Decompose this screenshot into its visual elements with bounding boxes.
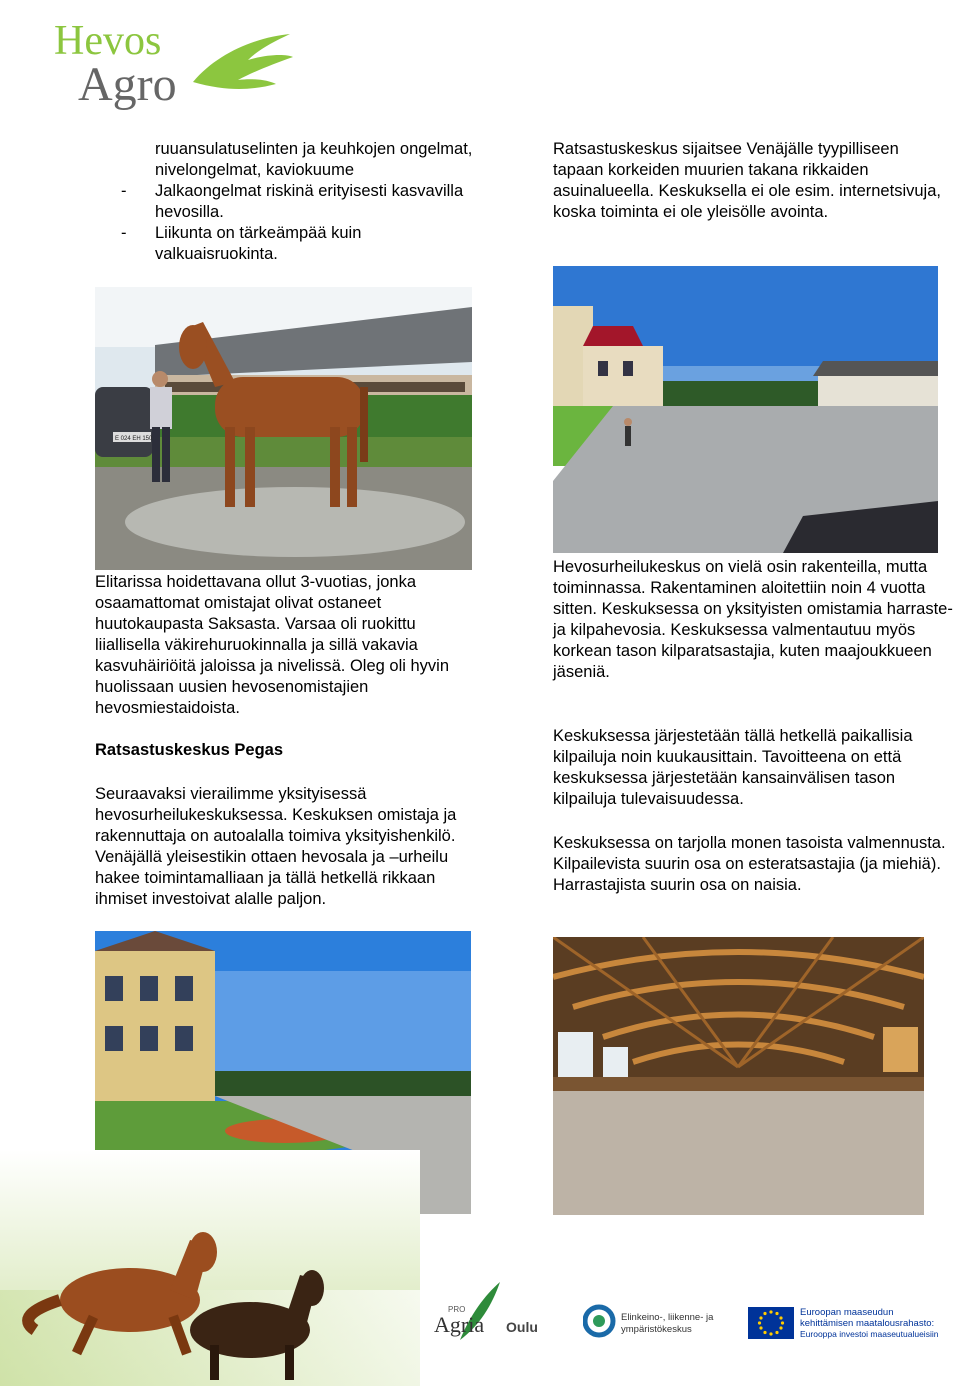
right-paragraph-2 — [553, 726, 953, 810]
proagria-oulu-logo — [430, 1280, 550, 1350]
list-item — [121, 181, 485, 223]
dash-bullet: - — [121, 182, 127, 200]
logo-word-hevos: Hevos — [54, 18, 162, 64]
list-continuation-text: ruuansulatuselinten ja keuhkojen ongelmat, nivelongelmat, kaviokuume — [155, 140, 473, 179]
photo-horse-and-handler — [95, 287, 472, 570]
right-paragraph-1 — [553, 557, 953, 683]
car-plate-text: Е 024 ЕН 150 — [115, 436, 153, 442]
dash-bullet: - — [121, 224, 127, 242]
ely-centre-logo — [583, 1303, 733, 1343]
paragraph-text: Keskuksessa järjestetään tällä hetkellä paikallisia kilpailuja noin kuukausittain. Tavoitteena on että keskuksessa järjestetään kansainvälisen tason kilpailuja tulevaisuudessa. — [553, 727, 913, 808]
logo-word-agro: Agro — [78, 58, 177, 111]
eu-text-line1: Euroopan maaseudun — [800, 1307, 894, 1318]
photo-indoor-arena — [553, 937, 924, 1215]
bullet-list — [121, 181, 485, 265]
eu-flag-icon — [748, 1307, 794, 1339]
paragraph-text: Hevosurheilukeskus on vielä osin rakenteilla, mutta toiminnassa. Rakentaminen aloitettiin noin 4 vuotta sitten. Keskuksessa on yksityisten omistamia harraste- ja kilpahevosia. Keskuksessa valmentautuu myös korkean tason kilparatsastajia, kuten maajoukkueen jäseniä. — [553, 558, 953, 681]
wing-icon — [193, 34, 293, 89]
photo-center-exterior — [553, 266, 938, 553]
proagria-pro-text: PRO — [448, 1305, 466, 1314]
ely-text-line2: ympäristökeskus — [621, 1324, 692, 1335]
paragraph-text: Seuraavaksi vierailimme yksityisessä hevosurheilukeskuksessa. Keskuksen omistaja ja rakennuttaja on autoalalla toimiva yksityishenkilö. Venäjällä yleisestikin ottaen hevosala ja –urheilu hakee toimintamalliaan ja tällä hetkellä rikkaan ihmiset investoivat alalle paljon. — [95, 785, 457, 908]
right-paragraph-3 — [553, 833, 953, 896]
left-middle-paragraph — [95, 572, 480, 719]
ely-emblem-icon — [585, 1307, 613, 1335]
ely-text-line1: Elinkeino-, liikenne- ja — [621, 1312, 714, 1323]
eu-text-line3: Eurooppa investoi maaseutualueisiin — [800, 1329, 939, 1339]
footer-horses-graphic — [0, 1150, 420, 1386]
right-top-paragraph — [553, 139, 948, 223]
paragraph-text: Elitarissa hoidettavana ollut 3-vuotias, jonka osaamattomat omistajat olivat ostaneet huutokaupasta Saksasta. Varsaa oli ruokittu liiallisella väkirehuruokinnalla ja sillä vakavia kasvuhäiriöitä jaloissa ja nivelissä. Oleg oli hyvin huolissaan uusien hevosenomistajien hevosmiestaidoista. — [95, 573, 450, 717]
list-item — [121, 223, 485, 265]
eu-text-line2: kehittämisen maatalousrahasto: — [800, 1318, 935, 1329]
paragraph-text: Ratsastuskeskus sijaitsee Venäjälle tyypilliseen tapaan korkeiden muurien takana rikkaiden asuinalueella. Keskuksella ei ole esim. internetsivuja, koska toiminta ei ole yleisölle avointa. — [553, 140, 941, 221]
paragraph-text: Keskuksessa on tarjolla monen tasoista valmennusta. Kilpailevista suurin osa on esteratsastajia (ja miehiä). Harrastajista suurin osa on naisia. — [553, 834, 946, 894]
list-item-text: Jalkaongelmat riskinä erityisesti kasvavilla hevosilla. — [155, 182, 464, 221]
list-item-text: Liikunta on tärkeämpää kuin valkuaisruokinta. — [155, 224, 362, 263]
left-top-list-block — [121, 139, 485, 265]
proagria-name-text: Agria — [434, 1312, 485, 1337]
hevosagro-logo — [48, 12, 298, 112]
left-bottom-paragraph — [95, 784, 490, 910]
eu-rural-fund-logo — [746, 1303, 958, 1343]
proagria-city-text: Oulu — [506, 1319, 538, 1335]
section-heading: Ratsastuskeskus Pegas — [95, 741, 284, 759]
